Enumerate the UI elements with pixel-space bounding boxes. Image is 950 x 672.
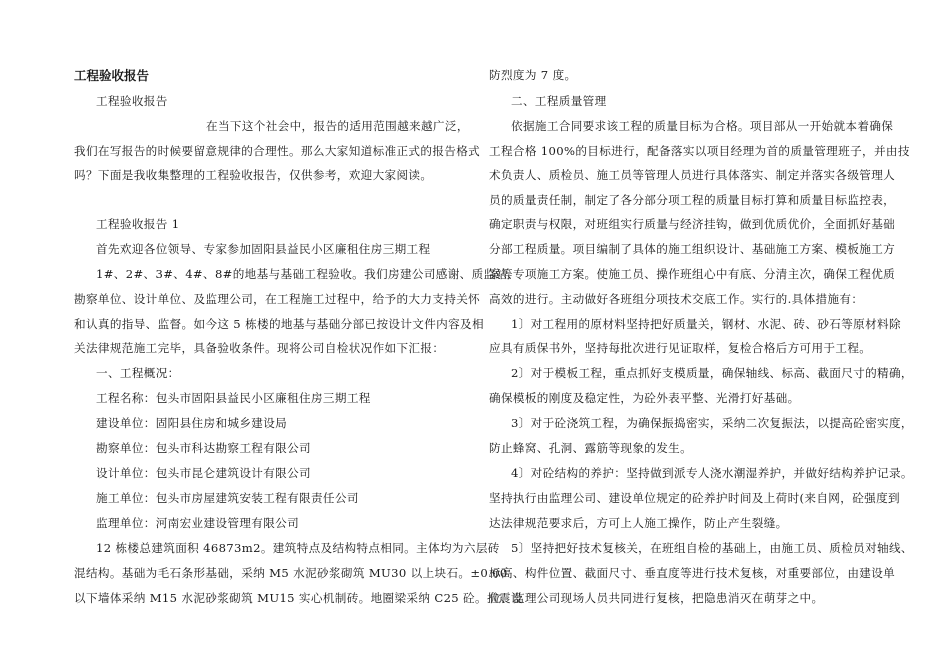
info-line: 工程名称：包头市固阳县益民小区廉租住房三期工程: [96, 391, 371, 405]
measure-item: 4〕对砼结构的养护：坚持做到派专人浇水潮湿养护，并做好结构养护记录。: [511, 466, 913, 480]
paragraph-line: 达法律规范要求后，方可上人施工操作，防止产生裂缝。: [489, 516, 788, 530]
paragraph-line: 标高、构件位置、截面尺寸、垂直度等进行技术复核，对重要部位，由建设单: [489, 566, 896, 580]
paragraph-line: 以下墙体采纳 M15 水泥砂浆砌筑 MU15 实心机制砖。地圈梁采纳 C25 砼。抗震设: [74, 591, 523, 605]
paragraph-line: 1#、2#、3#、4#、8#的地基与基础工程验收。我们房建公司感谢、质监站、: [96, 267, 520, 281]
measure-item: 1〕对工程用的原材料坚持把好质量关，钢材、水泥、砖、砂石等原材料除: [511, 317, 901, 331]
info-line: 勘察单位：包头市科达勘察工程有限公司: [96, 441, 311, 455]
info-line: 建设单位：固阳县住房和城乡建设局: [96, 416, 288, 430]
paragraph-line: 确保模板的刚度及稳定性，为砼外表平整、光滑打好基础。: [489, 391, 800, 405]
info-line: 监理单位：河南宏业建设管理有限公司: [96, 516, 300, 530]
paragraph-line: 应具有质保书外，坚持每批次进行见证取样，复检合格后方可用于工程。: [489, 341, 872, 355]
paragraph-line: 分部工程质量。项目编制了具体的施工组织设计、基础施工方案、模板施工方: [489, 242, 896, 256]
paragraph-line: 12 栋楼总建筑面积 46873m2。建筑特点及结构特点相同。主体均为六层砖: [96, 541, 500, 555]
paragraph-line: 和认真的指导、监督。如今这 5 栋楼的地基与基础分部已按设计文件内容及相: [74, 317, 484, 331]
paragraph-line: 员的质量责任制，制定了各分部分项工程的质量目标打算和质量目标监控表，: [489, 193, 896, 207]
measure-item: 3〕对于砼浇筑工程，为确保振捣密实，采纳二次复振法，以提高砼密实度，: [511, 416, 913, 430]
intro-line: 在当下这个社会中，报告的适用范围越来越广泛，: [206, 119, 469, 133]
info-line: 施工单位：包头市房屋建筑安装工程有限责任公司: [96, 491, 359, 505]
paragraph-line: 关法律规范施工完毕，具备验收条件。现将公司自检状况作如下汇报：: [74, 341, 445, 355]
paragraph-line: 工程合格 100%的目标进行，配备落实以项目经理为首的质量管理班子，并由技: [489, 144, 910, 158]
info-line: 设计单位：包头市昆仑建筑设计有限公司: [96, 466, 311, 480]
intro-line: 吗？下面是我收集整理的工程验收报告，仅供参考，欢迎大家阅读。: [74, 168, 433, 182]
paragraph-line: 案等专项施工方案。使施工员、操作班组心中有底、分清主次，确保工程优质: [489, 267, 896, 281]
paragraph-line: 防烈度为 7 度。: [489, 68, 577, 82]
section-heading: 一、工程概况：: [96, 366, 180, 380]
paragraph-line: 混结构。基础为毛石条形基础，采纳 M5 水泥砂浆砌筑 MU30 以上块石。±0.00: [74, 566, 508, 580]
paragraph-line: 首先欢迎各位领导、专家参加固阳县益民小区廉租住房三期工程: [96, 242, 431, 256]
paragraph-line: 高效的进行。主动做好各班组分项技术交底工作。实行的.具体措施有：: [489, 292, 864, 306]
measure-item: 2〕对于模板工程，重点抓好支模质量，确保轴线、标高、截面尺寸的精确，: [511, 366, 913, 380]
section-heading: 二、工程质量管理: [511, 94, 607, 108]
subtitle: 工程验收报告: [96, 94, 168, 108]
section-heading: 工程验收报告 1: [96, 217, 180, 231]
paragraph-line: 坚持执行由监理公司、建设单位规定的砼养护时间及上荷时(来自网，砼强度到: [489, 491, 900, 505]
paragraph-line: 术负责人、质检员、施工员等管理人员进行具体落实、制定并落实各级管理人: [489, 168, 896, 182]
paragraph-line: 位、监理公司现场人员共同进行复核，把隐患消灭在萌芽之中。: [489, 591, 824, 605]
paragraph-line: 防止蜂窝、孔洞、露筋等现象的发生。: [489, 441, 693, 455]
paragraph-line: 勘察单位、设计单位、及监理公司，在工程施工过程中，给予的大力支持关怀: [74, 292, 481, 306]
paragraph-line: 确定职责与权限，对班组实行质量与经济挂钩，做到优质优价，全面抓好基础: [489, 217, 896, 231]
measure-item: 5〕坚持把好技术复核关，在班组自检的基础上，由施工员、质检员对轴线、: [511, 541, 913, 555]
intro-line: 我们在写报告的时候要留意规律的合理性。那么大家知道标准正式的报告格式: [74, 144, 481, 158]
paragraph-line: 依据施工合同要求该工程的质量目标为合格。项目部从一开始就本着确保: [511, 119, 894, 133]
document-title: 工程验收报告: [74, 68, 150, 83]
